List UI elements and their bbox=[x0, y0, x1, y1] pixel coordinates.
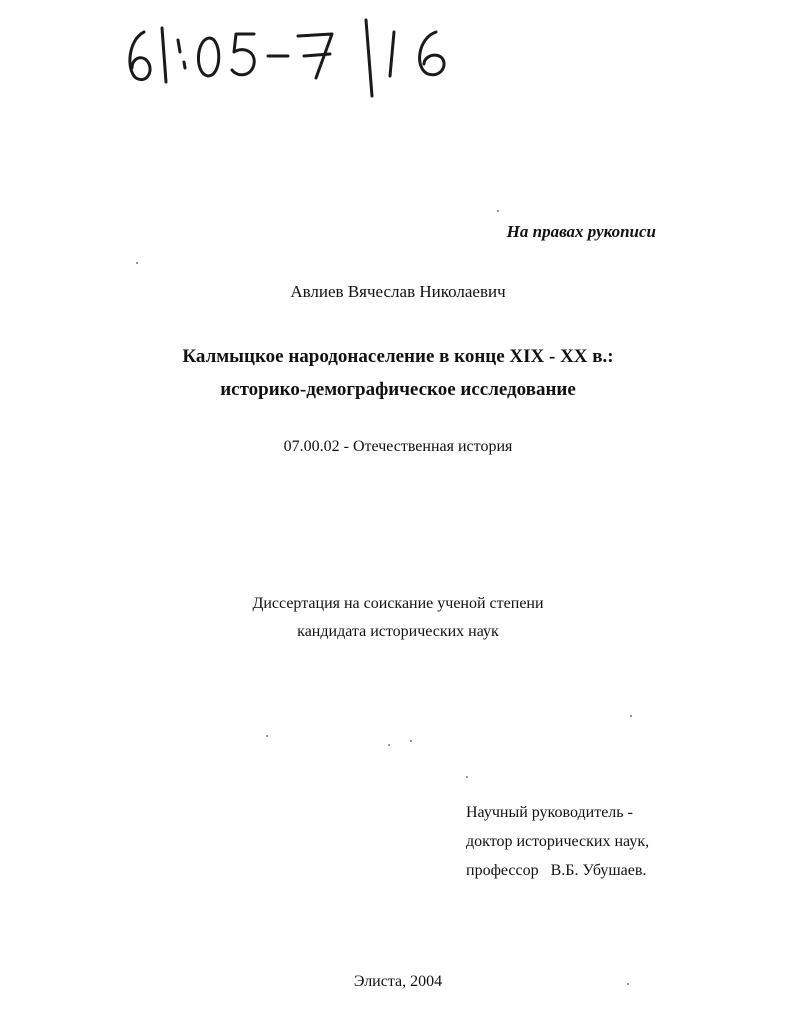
scientific-supervisor bbox=[466, 798, 649, 885]
title-line-2: историко-демографическое исследование bbox=[220, 379, 576, 400]
scan-speck bbox=[410, 740, 412, 742]
scan-speck bbox=[388, 744, 390, 746]
supervisor-line-3: профессор В.Б. Убушаев. bbox=[466, 862, 647, 879]
scan-speck bbox=[627, 983, 629, 985]
degree-line-1: Диссертация на соискание ученой степени bbox=[252, 595, 544, 612]
scan-speck bbox=[497, 210, 499, 212]
handwritten-archive-code-drawing bbox=[118, 12, 488, 102]
scan-speck bbox=[630, 715, 632, 717]
author-name: Авлиев Вячеслав Николаевич bbox=[290, 282, 506, 301]
dissertation-title bbox=[0, 340, 796, 406]
degree-line-2: кандидата исторических наук bbox=[297, 623, 499, 640]
city-year: Элиста, 2004 bbox=[353, 973, 443, 990]
manuscript-note: На правах рукописи bbox=[506, 222, 656, 241]
scan-speck bbox=[466, 776, 468, 778]
specialty-code: 07.00.02 - Отечественная история bbox=[283, 438, 513, 455]
supervisor-line-2: доктор исторических наук, bbox=[466, 833, 650, 850]
scan-speck bbox=[266, 735, 268, 737]
supervisor-line-1: Научный руководитель - bbox=[466, 804, 633, 821]
scan-speck bbox=[136, 262, 138, 264]
title-line-1: Калмыцкое народонаселение в конце XIX - XX в.: bbox=[182, 346, 614, 367]
handwritten-archive-code bbox=[118, 12, 488, 102]
degree-statement bbox=[0, 590, 796, 646]
